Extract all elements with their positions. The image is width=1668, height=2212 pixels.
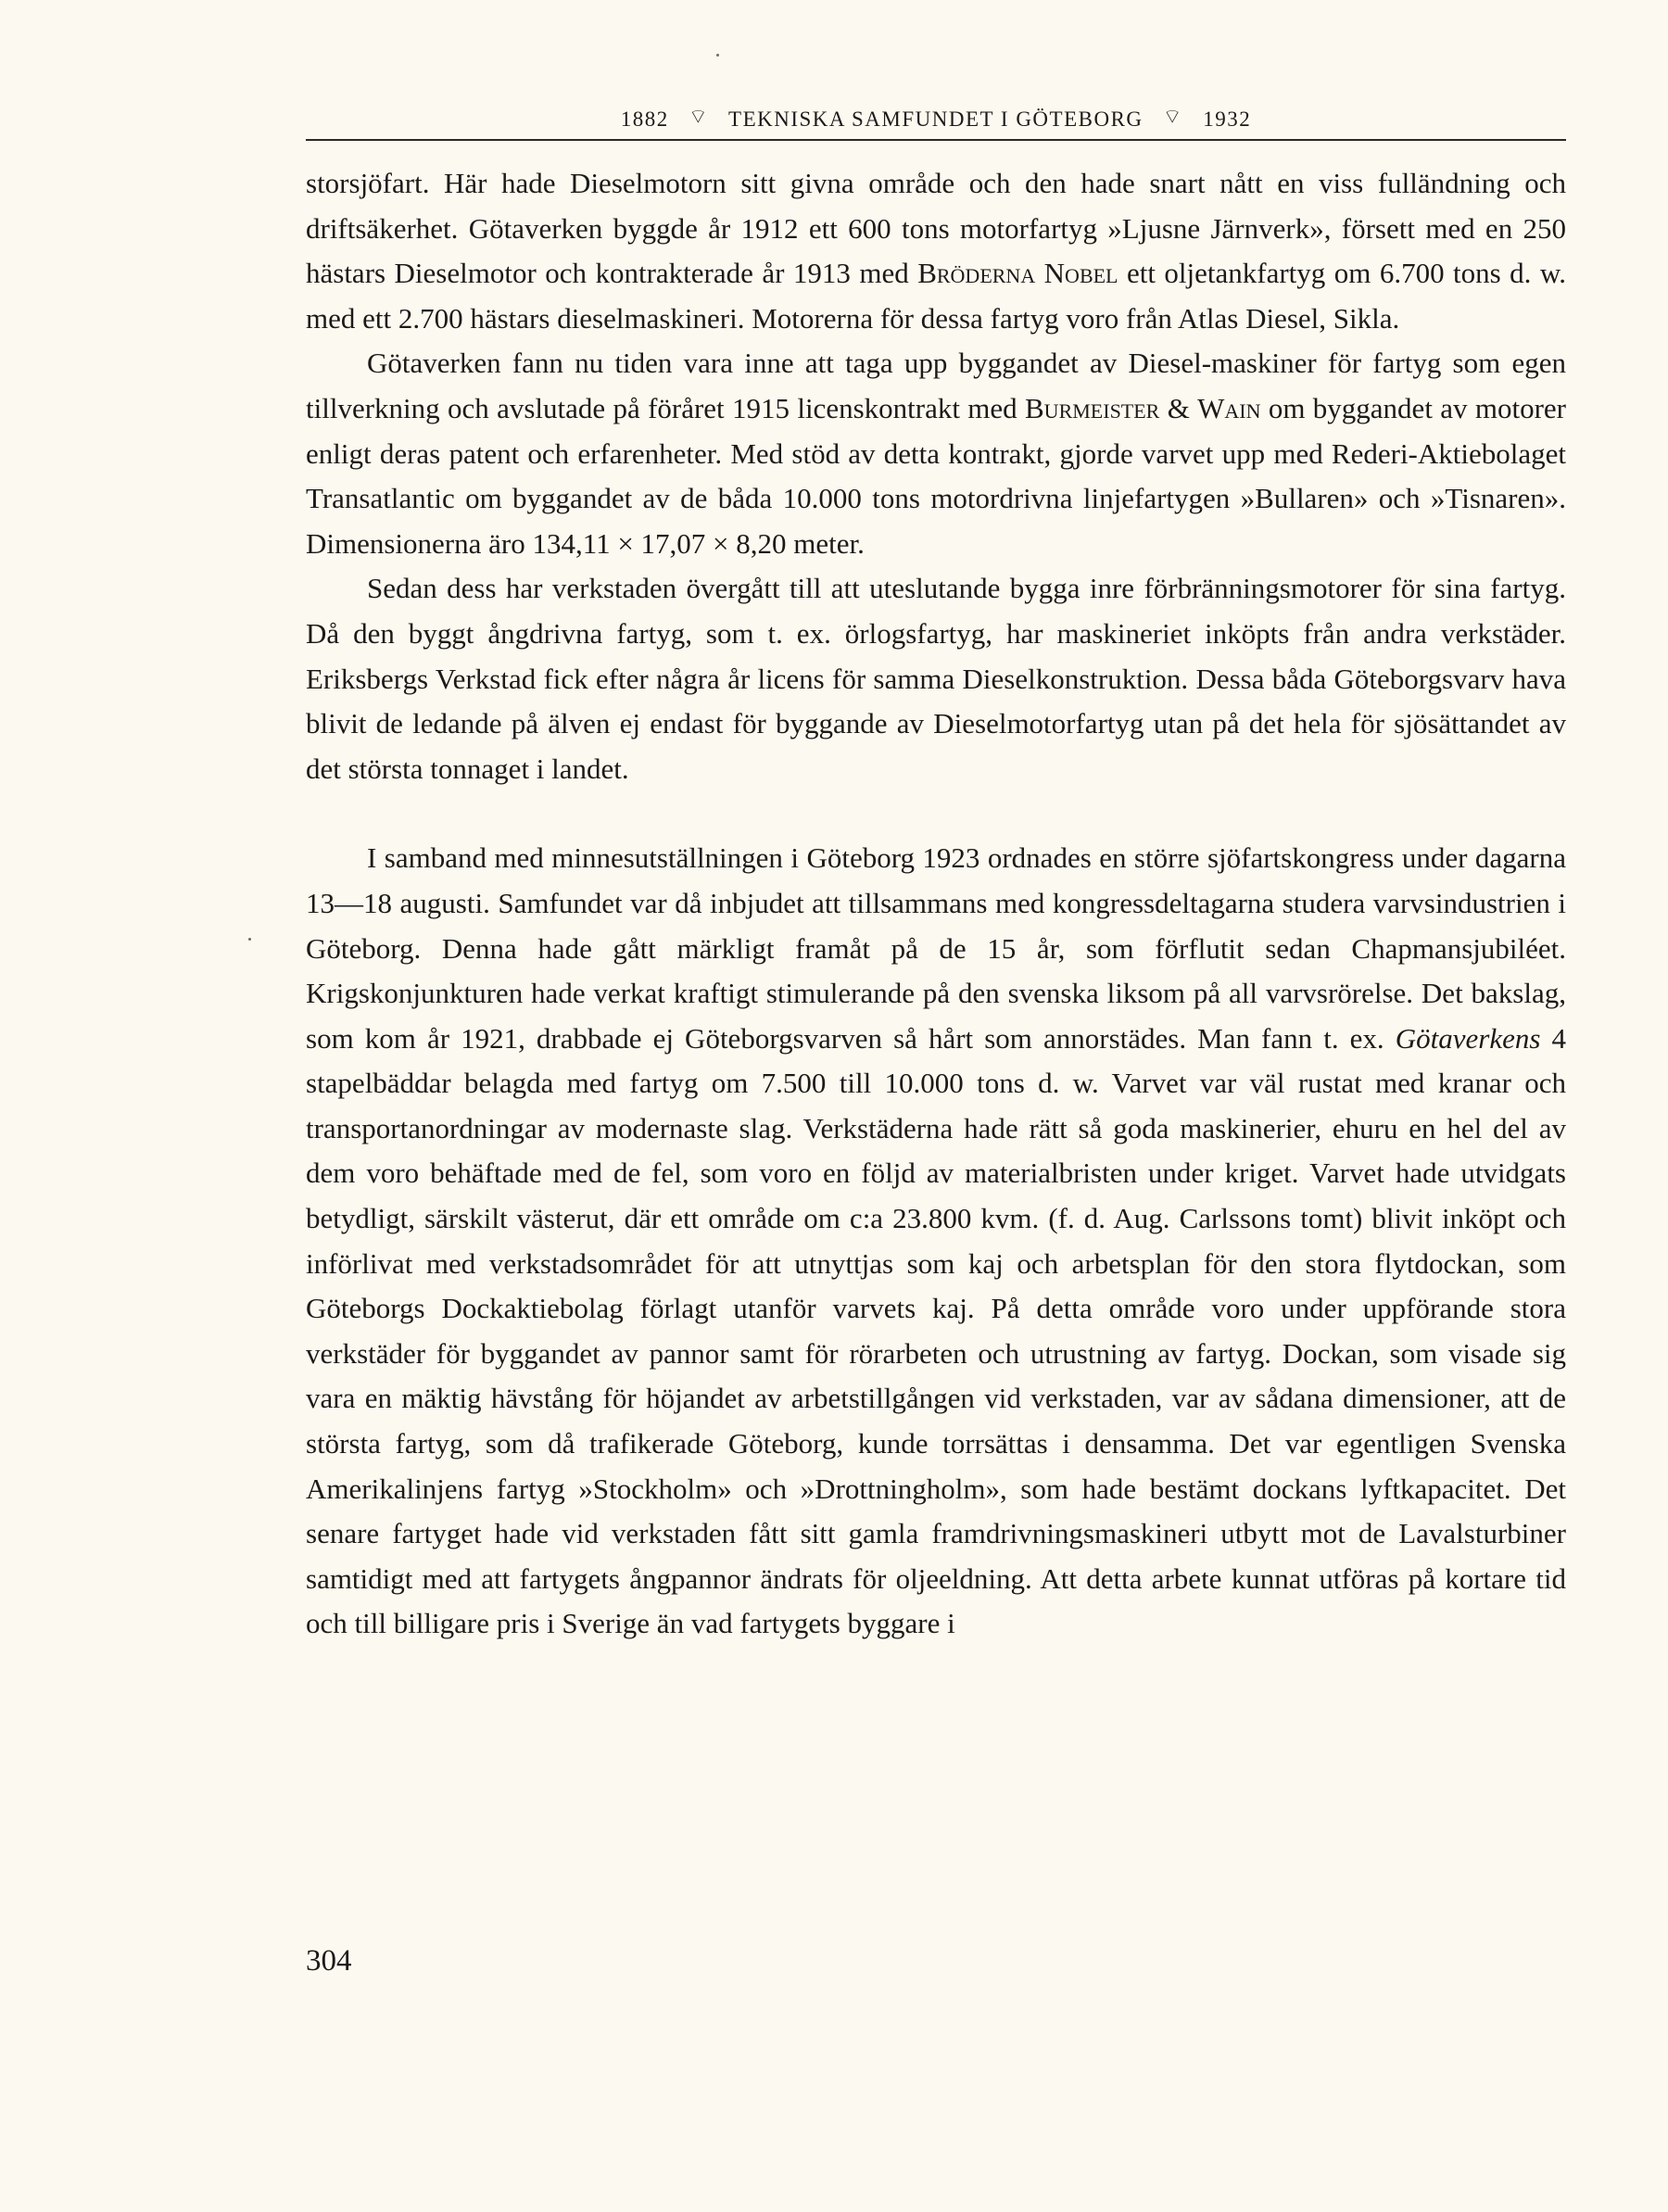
section-break	[306, 791, 1566, 836]
small-caps-name: Wain	[1197, 391, 1261, 424]
text-run: 4 stapelbäddar belagda med fartyg om 7.500 till 10.000 tons d. w. Varvet var väl rustat med kranar och transportanordningar av modernaste slag. Verkstäderna hade rätt så goda maskinerier, ehuru en hel del av dem voro behäftade med de fel, som voro en följd av materialbristen under kriget. Varvet hade utvidgats betydligt, särskilt västerut, där ett område om c:a 23.800 kvm. (f. d. Aug. Carlssons tomt) blivit inköpt och införlivat med verkstadsområdet för att utnyttjas som kaj och arbetsplan för den stora flytdockan, som Göteborgs Dockaktiebolag förlagt utanför varvets kaj. På detta område voro under uppförande stora verkstäder för byggandet av pannor samt för rörarbeten och utrustning av fartyg. Dockan, som visade sig vara en mäktig hävstång för höjandet av arbetstillgången vid verkstaden, var av sådana dimensioner, att de största fartyg, som då trafikerade Göteborg, kunde torrsättas i densamma. Det var egentligen Svenska Amerikalinjens fartyg »Stockholm» och »Drottningholm», som hade bestämt dockans lyftkapacitet. Det senare fartyget hade vid verkstaden fått sitt gamla framdrivningsmaskineri utbytt mot de Lavalsturbiner samtidigt med att fartygets ångpannor ändrats för oljeeldning. Att detta arbete kunnat utföras på kortare tid och till billigare pris i Sverige än vad fartygets byggare i	[306, 1021, 1566, 1640]
paragraph	[306, 341, 1566, 566]
text-run: storsjöfart. Här hade Dieselmotorn sitt givna område och den hade snart nått en viss fulländning och driftsäkerhet. Götaverken byggde år 1912 ett 600 tons motorfartyg »Ljusne Järnverk», försett med en 250 hästars Dieselmotor och kontrakterade år 1913 med	[306, 167, 1566, 290]
ornament-icon: ⌔	[689, 105, 710, 128]
text-run: om byggandet av motorer enligt deras patent och erfarenheter. Med stöd av detta kontrakt, gjorde varvet upp med Rederi-Aktiebolaget Transatlantic om byggandet av de båda 10.000 tons motordrivna linjefartygen »Bullaren» och »Tisnaren». Dimensionerna äro 134,11 × 17,07 × 8,20 meter.	[306, 391, 1566, 560]
paragraph	[306, 836, 1566, 1647]
speck	[248, 938, 251, 941]
text-run: I samband med minnesutställningen i Göteborg 1923 ordnades en större sjöfartskongress under dagarna 13—18 augusti. Samfundet var då inbjudet att tillsammans med kongressdeltagarna studera varvsindustrien i Göteborg. Denna hade gått märkligt framåt på de 15 år, som förflutit sedan Chapmansjubiléet. Krigskonjunkturen hade verkat kraftigt stimulerande på den svenska liksom på all varvsrörelse. Det bakslag, som kom år 1921, drabbade ej Göteborgsvarven så hårt som annorstädes. Man fann t. ex.	[306, 841, 1566, 1055]
ornament-icon: ⌔	[1162, 105, 1183, 128]
body-text	[306, 161, 1566, 1647]
italic-name: Götaverkens	[1395, 1021, 1541, 1055]
page-number: 304	[306, 1944, 352, 1978]
text-run: Sedan dess har verkstaden övergått till att uteslutande bygga inre förbränningsmotorer för sina fartyg. Då den byggt ångdrivna fartyg, som t. ex. örlogsfartyg, har maskineriet inköpts från andra verkstäder. Eriksbergs Verkstad fick efter några år licens för samma Dieselkonstruktion. Dessa båda Göteborgsvarv hava blivit de ledande på älven ej endast för byggande av Dieselmotorfartyg utan på det hela för sjösättandet av det största tonnaget i landet.	[306, 572, 1566, 785]
running-header	[306, 100, 1566, 141]
header-year-end: 1932	[1203, 107, 1252, 131]
header-year-start: 1882	[620, 107, 669, 131]
header-title: TEKNISKA SAMFUNDET I GÖTEBORG	[728, 107, 1144, 131]
paragraph	[306, 566, 1566, 791]
speck	[716, 54, 719, 57]
text-run: &	[1159, 391, 1198, 424]
small-caps-name: Bröderna Nobel	[917, 257, 1118, 290]
paragraph	[306, 161, 1566, 341]
text-run: ett oljetankfartyg om 6.700 tons d. w. med ett 2.700 hästars dieselmaskineri. Motorerna för dessa fartyg voro från Atlas Diesel, Sikla.	[306, 257, 1567, 335]
text-run: Götaverken fann nu tiden vara inne att taga upp byggandet av Diesel-maskiner för fartyg som egen tillverkning och avslutade på föråret 1915 licenskontrakt med	[306, 347, 1566, 424]
small-caps-name: Burmeister	[1025, 391, 1160, 424]
